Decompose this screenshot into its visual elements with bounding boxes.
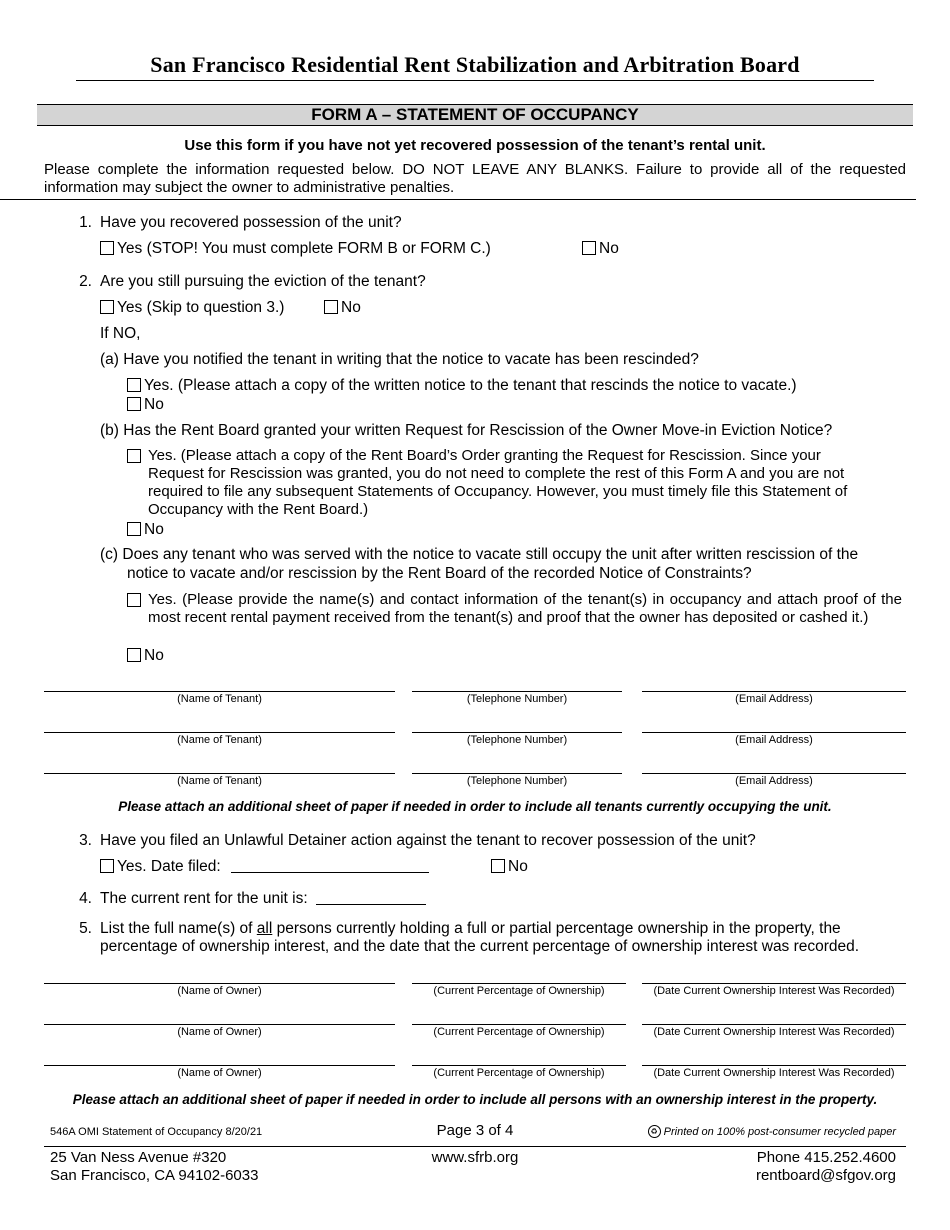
q3-yes-option[interactable]: [100, 858, 429, 876]
q2b-yes-checkbox[interactable]: [127, 449, 141, 463]
q3-no-checkbox[interactable]: [491, 859, 505, 873]
current-rent-field[interactable]: [316, 904, 426, 905]
q2b-yes-label: Yes. (Please attach a copy of the Rent Board’s Order granting the Request for Rescission. Since your Request for Rescission was granted, you do not need to complete the rest of this Form A and you are not required to file any subsequent Statements of Occupancy. However, you must timely file this Statement of Occupancy with the Rent Board.): [148, 447, 848, 518]
owner-date-line[interactable]: [642, 1065, 906, 1066]
tenant-phone-label: (Telephone Number): [466, 734, 568, 746]
tenant-email-line[interactable]: [642, 773, 906, 774]
recycle-icon: ♻: [648, 1125, 661, 1138]
tenant-email-line[interactable]: [642, 691, 906, 692]
q2-yes-checkbox[interactable]: [100, 300, 114, 314]
tenant-email-label: (Email Address): [735, 775, 813, 787]
q1-no-option[interactable]: [582, 240, 619, 258]
q4-row: [100, 890, 426, 908]
owner-percent-line[interactable]: [412, 1065, 626, 1066]
q1-number: 1.: [79, 214, 92, 231]
q5-underlined: all: [256, 920, 273, 937]
tenant-email-label: (Email Address): [735, 734, 813, 746]
owner-percent-label: (Current Percentage of Ownership): [433, 985, 605, 997]
email-link[interactable]: rentboard@sfgov.org: [755, 1167, 896, 1184]
q5-text-before: List the full name(s) of: [100, 920, 257, 937]
address-line2: San Francisco, CA 94102-6033: [50, 1167, 259, 1184]
q2c-no-label: No: [144, 647, 164, 664]
tenant-name-line[interactable]: [44, 691, 395, 692]
recycled-text: Printed on 100% post-consumer recycled paper: [663, 1126, 896, 1138]
owner-percent-line[interactable]: [412, 1024, 626, 1025]
form-id: 546A OMI Statement of Occupancy 8/20/21: [50, 1126, 263, 1138]
q2b-no-option[interactable]: [127, 521, 164, 539]
tenant-phone-label: (Telephone Number): [466, 775, 568, 787]
q2a-yes-label: Yes. (Please attach a copy of the written notice to the tenant that rescinds the notice to vacate.): [144, 377, 797, 394]
owner-date-label: (Date Current Ownership Interest Was Recorded): [653, 1026, 895, 1038]
q2a-yes-checkbox[interactable]: [127, 378, 141, 392]
q2a-yes-option[interactable]: [127, 377, 797, 395]
q2c-yes-checkbox[interactable]: [127, 593, 141, 607]
q4-question: The current rent for the unit is:: [100, 890, 308, 907]
q2b-no-label: No: [144, 521, 164, 538]
owner-name-label: (Name of Owner): [177, 985, 262, 997]
q2-question: Are you still pursuing the eviction of the tenant?: [100, 273, 426, 290]
tenant-email-label: (Email Address): [735, 693, 813, 705]
use-note: Use this form if you have not yet recovered possession of the tenant’s rental unit.: [184, 137, 766, 154]
tenant-name-label: (Name of Tenant): [177, 775, 262, 787]
q2-number: 2.: [79, 273, 92, 290]
header-divider: [76, 80, 874, 81]
q5-text-after: persons currently holding a full or partial percentage ownership in the property, the percentage of ownership interest, and the date that the current percentage of ownership interest was recorded.: [100, 920, 860, 955]
q2-yes-label: Yes (Skip to question 3.): [117, 299, 285, 316]
q3-no-option[interactable]: [491, 858, 528, 876]
q1-question: Have you recovered possession of the unit?: [100, 214, 402, 231]
q3-no-label: No: [508, 858, 528, 875]
tenant-phone-line[interactable]: [412, 773, 622, 774]
tenant-phone-line[interactable]: [412, 732, 622, 733]
date-filed-field[interactable]: [231, 872, 429, 873]
q1-no-label: No: [599, 240, 619, 257]
form-title: FORM A – STATEMENT OF OCCUPANCY: [37, 104, 913, 126]
q2a-question: (a) Have you notified the tenant in writing that the notice to vacate has been rescinded?: [100, 351, 699, 368]
owner-percent-label: (Current Percentage of Ownership): [433, 1067, 605, 1079]
q3-question: Have you filed an Unlawful Detainer action against the tenant to recover possession of the unit?: [100, 832, 756, 849]
owner-name-line[interactable]: [44, 1024, 395, 1025]
q3-yes-label: Yes. Date filed:: [117, 858, 221, 875]
q2a-no-option[interactable]: [127, 396, 164, 414]
owner-name-label: (Name of Owner): [177, 1026, 262, 1038]
owner-attach-note: Please attach an additional sheet of paper if needed in order to include all persons with an ownership interest in the property.: [72, 1092, 878, 1107]
address-line1: 25 Van Ness Avenue #320: [50, 1149, 227, 1166]
tenant-phone-line[interactable]: [412, 691, 622, 692]
recycled-note: [648, 1125, 896, 1138]
q3-yes-checkbox[interactable]: [100, 859, 114, 873]
q2c-question-line2: notice to vacate and/or rescission by the Rent Board of the recorded Notice of Constraints?: [127, 565, 752, 582]
tenant-name-line[interactable]: [44, 732, 395, 733]
q2-yes-option[interactable]: [100, 299, 284, 317]
q2c-no-option[interactable]: [127, 647, 164, 665]
owner-date-label: (Date Current Ownership Interest Was Recorded): [653, 1067, 895, 1079]
owner-percent-label: (Current Percentage of Ownership): [433, 1026, 605, 1038]
q1-yes-label: Yes (STOP! You must complete FORM B or FORM C.): [117, 240, 491, 257]
tenant-name-label: (Name of Tenant): [177, 734, 262, 746]
footer-divider: [44, 1146, 906, 1147]
phone-number: Phone 415.252.4600: [756, 1149, 896, 1166]
tenant-email-line[interactable]: [642, 732, 906, 733]
owner-name-line[interactable]: [44, 1065, 395, 1066]
owner-name-line[interactable]: [44, 983, 395, 984]
q2b-no-checkbox[interactable]: [127, 522, 141, 536]
q3-number: 3.: [79, 832, 92, 849]
q2-no-checkbox[interactable]: [324, 300, 338, 314]
q2-if-no: If NO,: [100, 325, 141, 342]
website-link[interactable]: www.sfrb.org: [431, 1149, 519, 1166]
tenant-attach-note: Please attach an additional sheet of paper if needed in order to include all tenants currently occupying the unit.: [118, 799, 832, 814]
q2-no-label: No: [341, 299, 361, 316]
q2a-no-checkbox[interactable]: [127, 397, 141, 411]
owner-percent-line[interactable]: [412, 983, 626, 984]
q2b-question: (b) Has the Rent Board granted your written Request for Rescission of the Owner Move-in Eviction Notice?: [100, 422, 833, 439]
instructions: Please complete the information requested below. DO NOT LEAVE ANY BLANKS. Failure to provide all of the requested information may subject the owner to administrative penalties.: [44, 161, 906, 196]
q2c-yes-label: Yes. (Please provide the name(s) and contact information of the tenant(s) in occupancy and attach proof of the most recent rental payment received from the tenant(s) and proof that the owner has deposited or cashed it.): [148, 591, 902, 626]
q2c-no-checkbox[interactable]: [127, 648, 141, 662]
q5-text: [100, 920, 908, 956]
q2-no-option[interactable]: [324, 299, 361, 317]
q1-yes-option[interactable]: [100, 240, 491, 258]
agency-name: San Francisco Residential Rent Stabilization and Arbitration Board: [150, 52, 800, 77]
q2c-question-line1: (c) Does any tenant who was served with the notice to vacate still occupy the unit after written rescission of the: [100, 546, 859, 563]
q5-number: 5.: [79, 920, 92, 937]
tenant-name-line[interactable]: [44, 773, 395, 774]
tenant-phone-label: (Telephone Number): [466, 693, 568, 705]
owner-date-line[interactable]: [642, 983, 906, 984]
q2a-no-label: No: [144, 396, 164, 413]
tenant-name-label: (Name of Tenant): [177, 693, 262, 705]
q4-number: 4.: [79, 890, 92, 907]
owner-date-label: (Date Current Ownership Interest Was Recorded): [653, 985, 895, 997]
q1-yes-checkbox[interactable]: [100, 241, 114, 255]
owner-date-line[interactable]: [642, 1024, 906, 1025]
owner-name-label: (Name of Owner): [177, 1067, 262, 1079]
page-number: Page 3 of 4: [436, 1122, 514, 1139]
instructions-divider: [0, 199, 916, 200]
q1-no-checkbox[interactable]: [582, 241, 596, 255]
